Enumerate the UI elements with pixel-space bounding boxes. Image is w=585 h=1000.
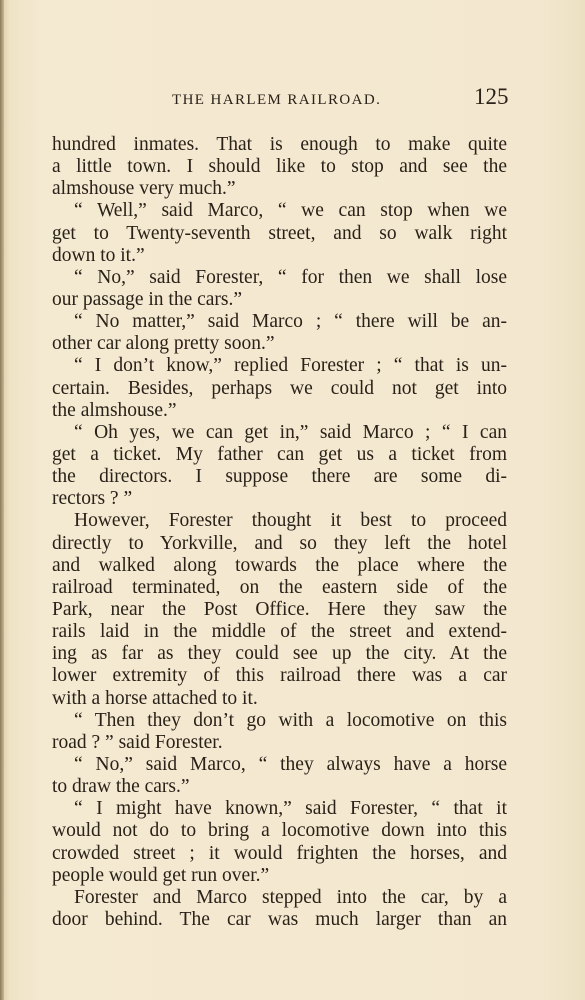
text-line: “ No matter,” said Marco ; “ there will be an- bbox=[74, 311, 507, 333]
text-line: other car along pretty soon.” bbox=[52, 333, 275, 355]
body-text bbox=[52, 134, 507, 931]
text-line: and walked along towards the place where the bbox=[52, 554, 507, 576]
text-line: “ No,” said Marco, “ they always have a horse bbox=[74, 753, 507, 775]
text-line: lower extremity of this railroad there was a car bbox=[52, 665, 507, 687]
text-line: certain. Besides, perhaps we could not get into bbox=[52, 377, 507, 399]
text-line: railroad terminated, on the eastern side of the bbox=[52, 576, 507, 598]
text-line: door behind. The car was much larger than an bbox=[52, 908, 507, 930]
text-line: “ I might have known,” said Forester, “ that it bbox=[74, 798, 507, 820]
text-line: “ Oh yes, we can get in,” said Marco ; “ I can bbox=[74, 421, 507, 443]
text-line: road ? ” said Forester. bbox=[52, 731, 223, 753]
text-line: crowded street ; it would frighten the horses, and bbox=[52, 842, 507, 864]
text-line: ing as far as they could see up the city. At the bbox=[52, 643, 507, 665]
text-line: Forester and Marco stepped into the car, by a bbox=[74, 886, 507, 908]
text-line: almshouse very much.” bbox=[52, 178, 236, 200]
text-line: get to Twenty-seventh street, and so walk right bbox=[52, 222, 507, 244]
text-line: “ I don’t know,” replied Forester ; “ that is un- bbox=[74, 355, 507, 377]
text-line: However, Forester thought it best to proceed bbox=[74, 510, 507, 532]
text-line: “ Then they don’t go with a locomotive on this bbox=[74, 709, 507, 731]
running-title: THE HARLEM RAILROAD. bbox=[172, 92, 382, 108]
text-line: with a horse attached to it. bbox=[52, 687, 258, 709]
text-line: a little town. I should like to stop and see the bbox=[52, 156, 507, 178]
page-number: 125 bbox=[474, 84, 509, 109]
text-line: people would get run over.” bbox=[52, 864, 270, 886]
text-line: would not do to bring a locomotive down into this bbox=[52, 820, 507, 842]
text-line: the directors. I suppose there are some di- bbox=[52, 466, 507, 488]
text-line: “ No,” said Forester, “ for then we shall lose bbox=[74, 266, 507, 288]
page-edge bbox=[0, 0, 4, 1000]
text-line: rectors ? ” bbox=[52, 488, 133, 510]
text-line: “ Well,” said Marco, “ we can stop when we bbox=[74, 200, 507, 222]
text-line: down to it.” bbox=[52, 244, 145, 266]
text-line: hundred inmates. That is enough to make quite bbox=[52, 134, 507, 155]
text-line: Park, near the Post Office. Here they saw the bbox=[52, 598, 507, 620]
text-line: our passage in the cars.” bbox=[52, 288, 243, 310]
text-line: get a ticket. My father can get us a ticket from bbox=[52, 443, 507, 465]
text-line: to draw the cars.” bbox=[52, 776, 190, 798]
text-line: rails laid in the middle of the street and extend- bbox=[52, 621, 507, 643]
text-line: directly to Yorkville, and so they left the hotel bbox=[52, 532, 507, 554]
text-line: the almshouse.” bbox=[52, 399, 177, 421]
